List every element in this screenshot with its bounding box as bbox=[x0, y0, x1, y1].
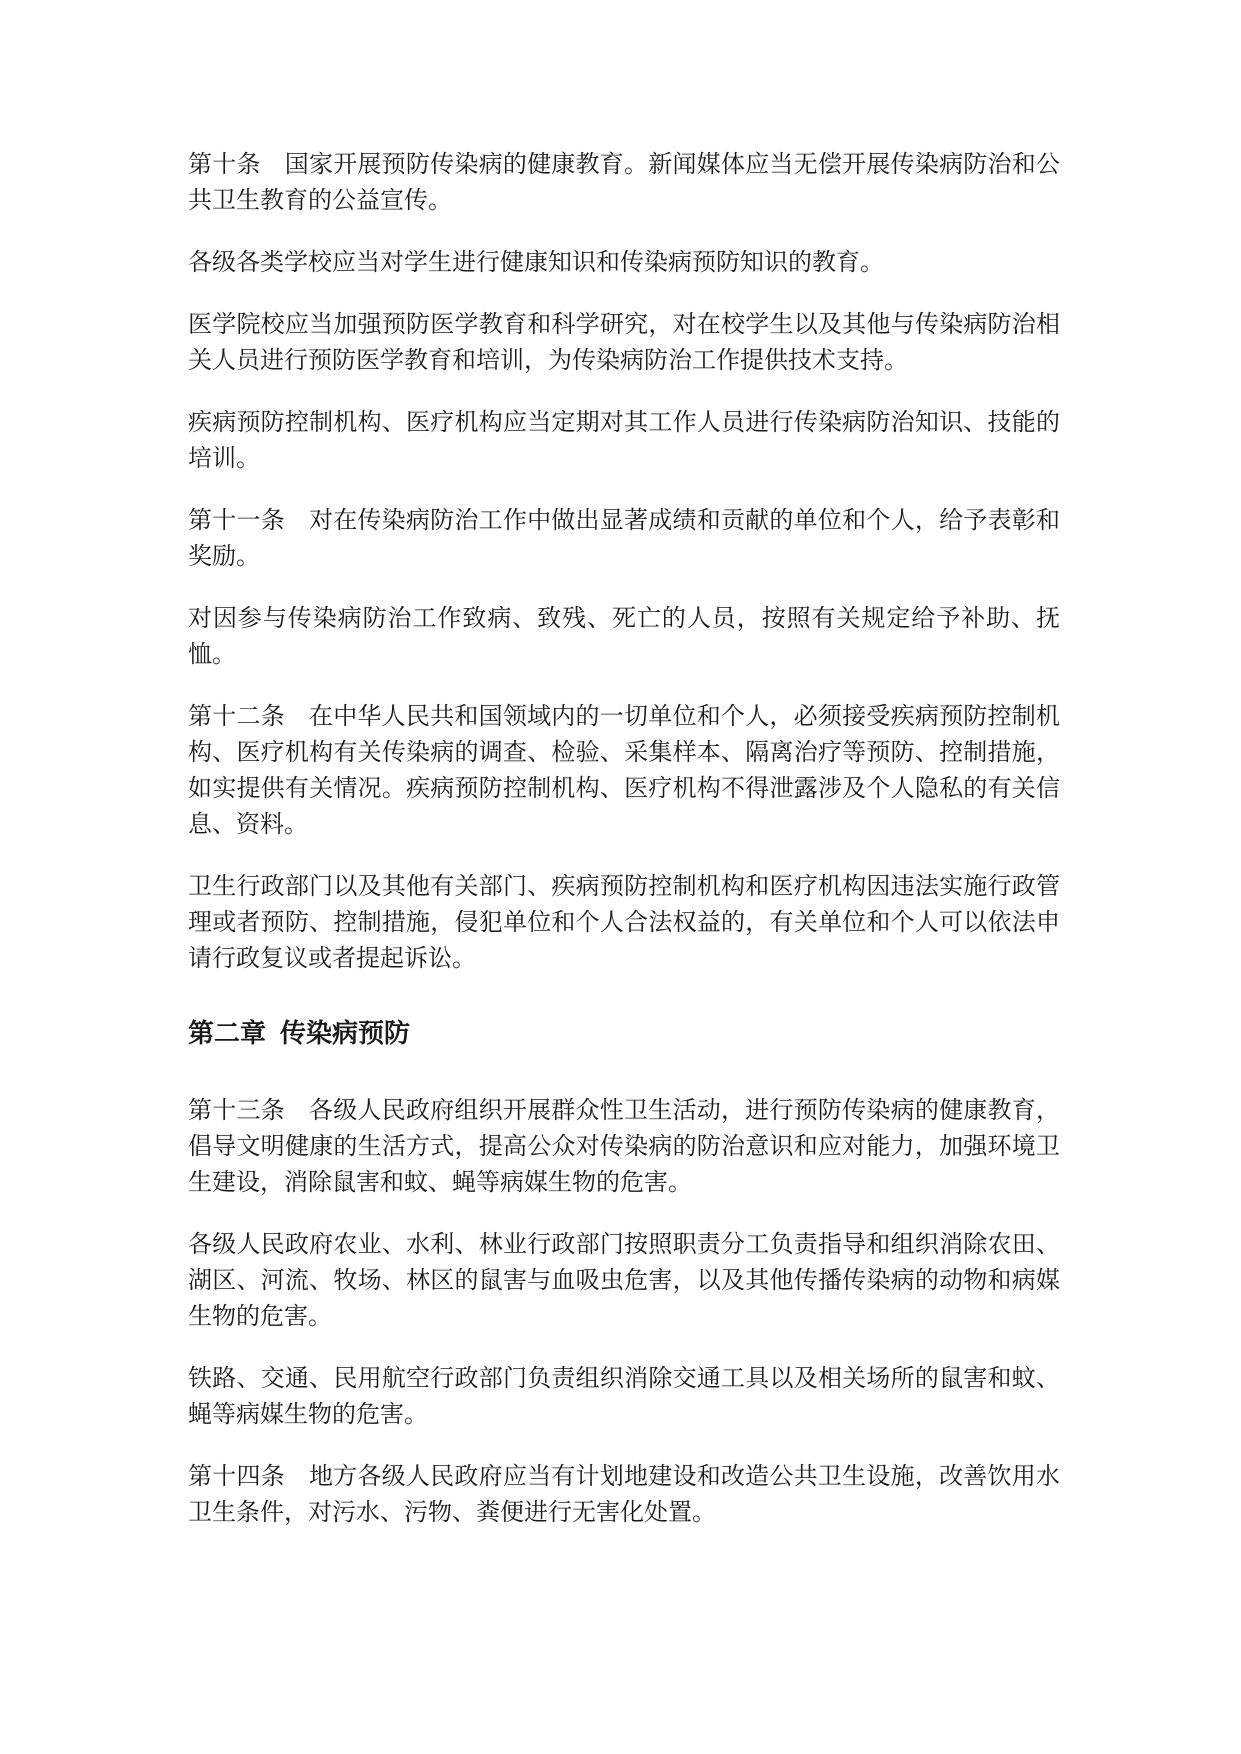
article-11-paragraph-2: 对因参与传染病防治工作致病、致残、死亡的人员，按照有关规定给予补助、抚恤。 bbox=[188, 604, 1060, 668]
document-page bbox=[188, 146, 1060, 1556]
article-13-number: 第十三条 bbox=[188, 1096, 285, 1124]
article-10-text-1: 国家开展预防传染病的健康教育。新闻媒体应当无偿开展传染病防治和公共卫生教育的公益宣传。 bbox=[188, 150, 1061, 214]
article-13-paragraph-3: 铁路、交通、民用航空行政部门负责组织消除交通工具以及相关场所的鼠害和蚊、蝇等病媒生物的危害。 bbox=[188, 1364, 1060, 1428]
article-12-number: 第十二条 bbox=[188, 702, 285, 730]
article-12-paragraph-2: 卫生行政部门以及其他有关部门、疾病预防控制机构和医疗机构因违法实施行政管理或者预防、控制措施，侵犯单位和个人合法权益的，有关单位和个人可以依法申请行政复议或者提起诉讼。 bbox=[188, 872, 1060, 972]
article-11-text-1: 对在传染病防治工作中做出显著成绩和贡献的单位和个人，给予表彰和奖励。 bbox=[188, 506, 1061, 570]
article-10-paragraph-4: 疾病预防控制机构、医疗机构应当定期对其工作人员进行传染病防治知识、技能的培训。 bbox=[188, 408, 1060, 472]
chapter-title: 传染病预防 bbox=[280, 1019, 411, 1049]
chapter-number: 第二章 bbox=[188, 1019, 267, 1049]
article-13-text-1: 各级人民政府组织开展群众性卫生活动，进行预防传染病的健康教育，倡导文明健康的生活方式，提高公众对传染病的防治意识和应对能力，加强环境卫生建设，消除鼠害和蚊、蝇等病媒生物的危害。 bbox=[188, 1096, 1061, 1196]
article-14-number: 第十四条 bbox=[188, 1462, 285, 1490]
article-12-text-1: 在中华人民共和国领域内的一切单位和个人，必须接受疾病预防控制机构、医疗机构有关传染病的调查、检验、采集样本、隔离治疗等预防、控制措施，如实提供有关情况。疾病预防控制机构、医疗机构不得泄露涉及个人隐私的有关信息、资料。 bbox=[188, 702, 1061, 838]
article-10-number: 第十条 bbox=[188, 150, 261, 178]
article-14-text-1: 地方各级人民政府应当有计划地建设和改造公共卫生设施，改善饮用水卫生条件，对污水、污物、粪便进行无害化处置。 bbox=[188, 1462, 1061, 1526]
article-11-paragraph-1 bbox=[188, 502, 1060, 574]
article-14-paragraph-1 bbox=[188, 1458, 1060, 1530]
article-10-paragraph-3: 医学院校应当加强预防医学教育和科学研究，对在校学生以及其他与传染病防治相关人员进行预防医学教育和培训，为传染病防治工作提供技术支持。 bbox=[188, 310, 1060, 374]
article-11-number: 第十一条 bbox=[188, 506, 285, 534]
chapter-heading bbox=[188, 1016, 1060, 1052]
article-13-paragraph-1 bbox=[188, 1092, 1060, 1200]
article-10-paragraph-1 bbox=[188, 146, 1060, 218]
article-12-paragraph-1 bbox=[188, 698, 1060, 842]
article-10-paragraph-2: 各级各类学校应当对学生进行健康知识和传染病预防知识的教育。 bbox=[188, 248, 884, 276]
article-13-paragraph-2: 各级人民政府农业、水利、林业行政部门按照职责分工负责指导和组织消除农田、湖区、河流、牧场、林区的鼠害与血吸虫危害，以及其他传播传染病的动物和病媒生物的危害。 bbox=[188, 1230, 1060, 1330]
